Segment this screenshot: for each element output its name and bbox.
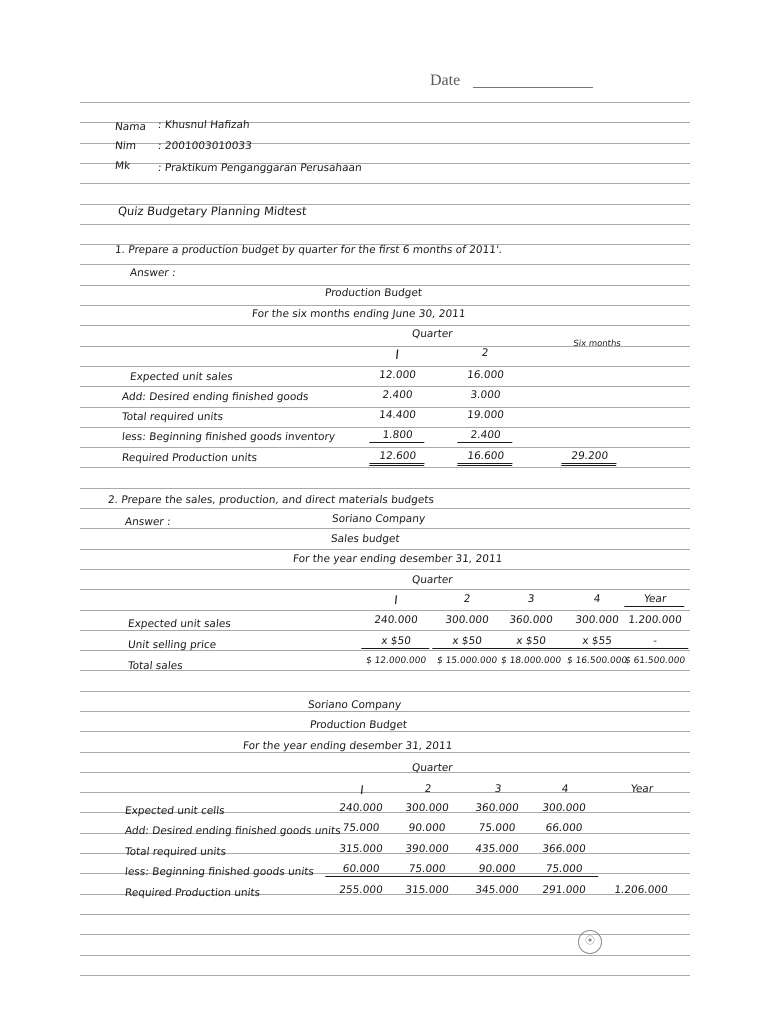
ruled-line	[80, 183, 690, 184]
production-cell: 366.000	[541, 843, 587, 855]
student-id-label: Nim	[114, 140, 137, 152]
ruled-line	[80, 752, 690, 753]
date-underline	[473, 87, 593, 88]
q1-subtitle: For the six months ending June 30, 2011	[251, 308, 467, 320]
sales-cell: $ 12.000.000	[365, 656, 427, 666]
student-name-value: : Khusnul Hafizah	[157, 119, 251, 131]
sales-subtitle: For the year ending desember 31, 2011	[292, 553, 503, 565]
q1-cell: 29.200	[561, 450, 618, 466]
sales-row-label: Expected unit sales	[127, 618, 232, 630]
ruled-line	[80, 528, 690, 529]
ruled-line	[80, 731, 690, 732]
ruled-line	[80, 427, 690, 428]
ruled-line	[80, 914, 690, 915]
sales-col-header: 3	[527, 593, 535, 605]
q1-cell: 2.400	[457, 429, 513, 443]
ruled-line	[80, 691, 690, 692]
course-label: Mk	[114, 160, 131, 172]
production-col-header: 3	[494, 783, 502, 795]
production-cell: 75.000	[341, 822, 381, 834]
production-cell: 315.000	[404, 884, 450, 896]
ruled-line	[80, 630, 690, 631]
production-cell: 75.000	[528, 863, 599, 877]
sales-cell: $ 18.000.000	[500, 656, 562, 666]
q1-col-3: Six months	[572, 339, 622, 349]
ruled-line	[80, 549, 690, 550]
sales-cell: 300.000	[444, 614, 490, 626]
ruled-line	[80, 285, 690, 286]
production-title: Production Budget	[309, 719, 408, 731]
sales-col-header: 4	[593, 593, 601, 605]
production-cell: 300.000	[541, 802, 587, 814]
q1-cell: 12.600	[369, 450, 426, 466]
sales-cell: x $50	[432, 635, 501, 649]
q1-row-label: Required Production units	[121, 452, 258, 464]
q1-col-2: 2	[481, 347, 489, 359]
student-id-value: : 2001003010033	[157, 140, 253, 152]
quiz-title: Quiz Budgetary Planning Midtest	[117, 204, 308, 218]
production-cell: 300.000	[404, 802, 450, 814]
production-subtitle: For the year ending desember 31, 2011	[242, 740, 453, 752]
sales-cell: x $50	[361, 635, 430, 649]
production-col-header: Year	[630, 783, 654, 795]
ruled-line	[80, 610, 690, 611]
q1-row-label: Total required units	[121, 411, 224, 423]
ruled-line	[80, 772, 690, 773]
q1-answer-label: Answer :	[129, 267, 177, 279]
production-company: Soriano Company	[307, 699, 402, 711]
sales-cell: 360.000	[508, 614, 554, 626]
ruled-line	[80, 407, 690, 408]
production-cell: 66.000	[544, 822, 584, 834]
production-cell: 435.000	[474, 843, 520, 855]
production-col-header: I	[359, 783, 365, 797]
ruled-line	[80, 447, 690, 448]
ruled-line	[80, 955, 690, 956]
sales-row-label: Total sales	[127, 660, 184, 672]
sales-cell: $ 16.500.000	[566, 656, 628, 666]
sales-quarter-header: Quarter	[411, 574, 454, 586]
ruled-line	[80, 569, 690, 570]
production-cell: 315.000	[338, 843, 384, 855]
ruled-line	[80, 467, 690, 468]
sales-cell: -	[620, 635, 689, 649]
sales-col-header: I	[393, 593, 399, 607]
q1-cell: 19.000	[466, 409, 505, 421]
ruled-line	[80, 224, 690, 225]
q1-cell: 12.000	[378, 369, 417, 381]
production-cell: 1.206.000	[613, 884, 669, 896]
production-cell: 360.000	[474, 802, 520, 814]
q2-answer-label: Answer :	[124, 516, 172, 528]
production-row-label: less: Beginning finished goods units	[124, 866, 315, 878]
sales-cell: $ 15.000.000	[436, 656, 498, 666]
q1-col-1: I	[394, 348, 400, 363]
production-row-label: Required Production units	[124, 887, 261, 899]
sales-col-header: 2	[463, 593, 471, 605]
production-cell: 291.000	[541, 884, 587, 896]
ruled-line	[80, 264, 690, 265]
ruled-line	[80, 508, 690, 509]
sales-cell: x $50	[496, 635, 565, 649]
ruled-line	[80, 386, 690, 387]
q1-quarter-header: Quarter	[411, 328, 454, 340]
production-col-header: 4	[561, 783, 569, 795]
stamp-logo-icon: ⦿	[578, 930, 602, 954]
q1-row-label: Add: Desired ending finished goods	[121, 391, 310, 403]
q1-cell: 16.000	[466, 369, 505, 381]
ruled-line	[80, 975, 690, 976]
q2-question: 2. Prepare the sales, production, and direct materials budgets	[107, 494, 435, 506]
ruled-line	[80, 325, 690, 326]
q1-row-label: Expected unit sales	[129, 371, 234, 383]
student-name-label: Nama	[114, 121, 147, 133]
production-cell: 90.000	[461, 863, 532, 877]
sales-title: Sales budget	[330, 533, 401, 545]
sales-cell: $ 61.500.000	[624, 656, 686, 666]
ruled-line	[80, 366, 690, 367]
production-row-label: Total required units	[124, 846, 227, 858]
q1-cell: 16.600	[457, 450, 514, 466]
course-value: : Praktikum Penganggaran Perusahaan	[157, 162, 363, 174]
production-row-label: Expected unit cells	[124, 805, 226, 817]
sales-cell: 300.000	[574, 614, 620, 626]
ruled-line	[80, 589, 690, 590]
sales-cell: 240.000	[373, 614, 419, 626]
q1-question: 1. Prepare a production budget by quarter for the first 6 months of 2011'.	[114, 244, 503, 256]
production-cell: 75.000	[391, 863, 462, 877]
production-cell: 60.000	[325, 863, 396, 877]
production-quarter-header: Quarter	[411, 762, 454, 774]
sales-cell: x $55	[562, 635, 631, 649]
q1-row-label: less: Beginning finished goods inventory	[121, 431, 336, 443]
production-cell: 75.000	[477, 822, 517, 834]
date-label: Date	[430, 72, 461, 89]
production-row-label: Add: Desired ending finished goods units	[124, 825, 342, 837]
production-col-header: 2	[424, 783, 432, 795]
production-cell: 345.000	[474, 884, 520, 896]
sales-company: Soriano Company	[331, 513, 426, 525]
ruled-line	[80, 305, 690, 306]
production-cell: 90.000	[407, 822, 447, 834]
notebook-page	[80, 40, 690, 990]
ruled-line	[80, 488, 690, 489]
q1-title: Production Budget	[324, 287, 423, 299]
q1-cell: 2.400	[381, 389, 414, 401]
production-cell: 255.000	[338, 884, 384, 896]
sales-row-label: Unit selling price	[127, 639, 217, 651]
q1-cell: 3.000	[469, 389, 502, 401]
sales-col-header: Year	[624, 593, 685, 607]
q1-cell: 1.800	[369, 429, 425, 443]
q1-cell: 14.400	[378, 409, 417, 421]
ruled-line	[80, 102, 690, 103]
sales-cell: 1.200.000	[627, 614, 683, 626]
production-cell: 390.000	[404, 843, 450, 855]
ruled-line	[80, 711, 690, 712]
production-cell: 240.000	[338, 802, 384, 814]
